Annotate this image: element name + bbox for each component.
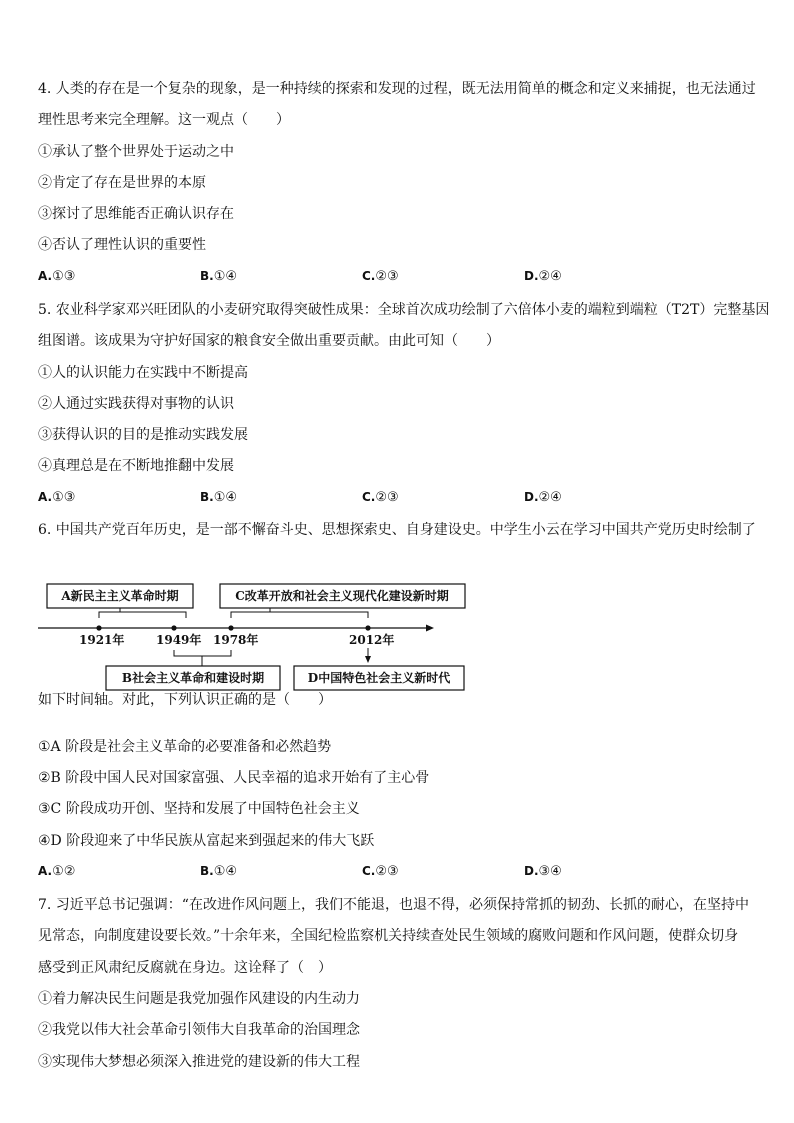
q6-option-b[interactable]: B.①④ xyxy=(200,864,238,879)
bracket-b xyxy=(174,650,231,656)
q7-stem-line1: 7. 习近平总书记强调：“在改进作风问题上，我们不能退，也退不得，必须保持常抓的韧劲、长抓的耐心，在坚持中 xyxy=(38,897,749,913)
q4-option-a[interactable]: A.①③ xyxy=(38,269,76,284)
q7-stem-line3: 感受到正风肃纪反腐就在身边。这诠释了（ ） xyxy=(38,960,332,976)
q4-option-c[interactable]: C.②③ xyxy=(362,269,399,284)
tick-1949 xyxy=(171,625,176,630)
q6-option-c[interactable]: C.②③ xyxy=(362,864,399,879)
q5-item-2: ②人通过实践获得对事物的认识 xyxy=(38,396,234,412)
q5-item-3: ③获得认识的目的是推动实践发展 xyxy=(38,427,248,443)
q7-item-3: ③实现伟大梦想必须深入推进党的建设新的伟大工程 xyxy=(38,1054,360,1070)
axis-arrow-icon xyxy=(426,625,434,632)
q4-stem-line1: 4. 人类的存在是一个复杂的现象，是一种持续的探索和发现的过程，既无法用简单的概念和定义来捕捉，也无法通过 xyxy=(38,81,756,97)
year-1978: 1978年 xyxy=(213,633,259,647)
q6-item-2: ②B 阶段中国人民对国家富强、人民幸福的追求开始有了主心骨 xyxy=(38,770,430,786)
tick-2012 xyxy=(365,625,370,630)
q7-item-1: ①着力解决民生问题是我党加强作风建设的内生动力 xyxy=(38,991,360,1007)
year-1949: 1949年 xyxy=(156,633,202,647)
q6-stem-line1: 6. 中国共产党百年历史，是一部不懈奋斗史、思想探索史、自身建设史。中学生小云在学习中国共产党历史时绘制了 xyxy=(38,522,756,538)
q6-stem-line2: 如下时间轴。对此，下列认识正确的是（ ） xyxy=(38,692,332,708)
q5-options xyxy=(38,490,758,508)
box-b-label: B社会主义革命和建设时期 xyxy=(121,671,265,685)
year-1921: 1921年 xyxy=(79,633,125,647)
q4-option-b[interactable]: B.①④ xyxy=(200,269,238,284)
q4-item-3: ③探讨了思维能否正确认识存在 xyxy=(38,206,234,222)
box-d-label: D中国特色社会主义新时代 xyxy=(307,671,451,685)
q6-item-1: ①A 阶段是社会主义革命的必要准备和必然趋势 xyxy=(38,739,332,755)
q6-option-a[interactable]: A.①② xyxy=(38,864,76,879)
q5-option-c[interactable]: C.②③ xyxy=(362,490,399,505)
q5-option-a[interactable]: A.①③ xyxy=(38,490,76,505)
tick-1978 xyxy=(228,625,233,630)
q4-item-2: ②肯定了存在是世界的本原 xyxy=(38,175,206,191)
year-2012: 2012年 xyxy=(349,633,395,647)
q4-options xyxy=(38,269,758,287)
q5-item-1: ①人的认识能力在实践中不断提高 xyxy=(38,365,248,381)
bracket-a xyxy=(99,612,186,618)
box-a-label: A新民主主义革命时期 xyxy=(61,589,179,603)
q6-item-4: ④D 阶段迎来了中华民族从富起来到强起来的伟大飞跃 xyxy=(38,833,375,849)
q5-stem-line1: 5. 农业科学家邓兴旺团队的小麦研究取得突破性成果：全球首次成功绘制了六倍体小麦的端粒到端粒（T2T）完整基因 xyxy=(38,302,770,318)
q5-item-4: ④真理总是在不断地推翻中发展 xyxy=(38,458,234,474)
bracket-c xyxy=(231,612,368,618)
q7-stem-line2: 见常态，向制度建设要长效。”十余年来，全国纪检监察机关持续查处民生领域的腐败问题和作风问题，使群众切身 xyxy=(38,928,739,944)
q6-item-3: ③C 阶段成功开创、坚持和发展了中国特色社会主义 xyxy=(38,801,360,817)
arrow-d-icon xyxy=(365,656,371,663)
tick-1921 xyxy=(96,625,101,630)
q4-item-1: ①承认了整个世界处于运动之中 xyxy=(38,144,234,160)
q4-item-4: ④否认了理性认识的重要性 xyxy=(38,237,206,253)
timeline-diagram xyxy=(36,578,476,696)
q5-option-b[interactable]: B.①④ xyxy=(200,490,238,505)
box-c-label: C改革开放和社会主义现代化建设新时期 xyxy=(235,589,449,603)
q7-item-2: ②我党以伟大社会革命引领伟大自我革命的治国理念 xyxy=(38,1022,360,1038)
q6-option-d[interactable]: D.③④ xyxy=(524,864,562,879)
q4-option-d[interactable]: D.②④ xyxy=(524,269,562,284)
q4-stem-line2: 理性思考来完全理解。这一观点（ ） xyxy=(38,112,290,128)
q6-options xyxy=(38,864,758,882)
q5-option-d[interactable]: D.②④ xyxy=(524,490,562,505)
q5-stem-line2: 组图谱。该成果为守护好国家的粮食安全做出重要贡献。由此可知（ ） xyxy=(38,333,500,349)
